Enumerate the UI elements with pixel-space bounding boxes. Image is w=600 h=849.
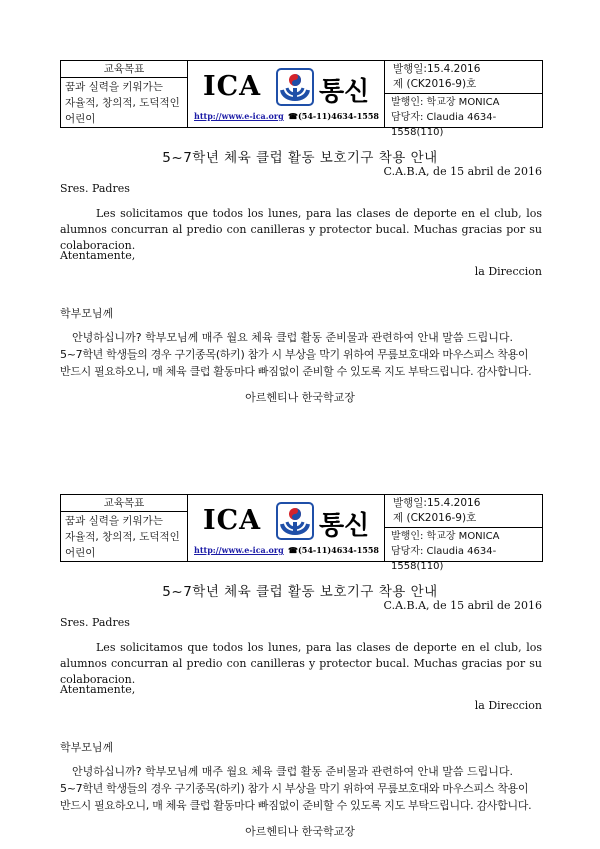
signature-ko: 아르헨티나 한국학교장 — [245, 391, 355, 404]
sender-info — [385, 94, 542, 138]
issue-number: 제 (CK2016-9)호 — [393, 512, 477, 524]
ica-emblem-icon — [274, 500, 316, 542]
korean-line: 반드시 필요하오니, 매 체육 클럽 활동마다 빠짐없이 준비할 수 있도록 지도 부탁드립니다. 감사합니다. — [60, 799, 532, 812]
goal-line: 꿈과 실력을 키워가는 — [65, 81, 163, 93]
education-goal — [61, 512, 188, 562]
notice-2 — [0, 434, 600, 838]
notice-header — [60, 60, 543, 138]
salutation: Sres. Padres — [60, 616, 130, 629]
korean-body — [60, 329, 542, 380]
salutation: Sres. Padres — [60, 182, 130, 195]
notice-1 — [0, 0, 600, 404]
closing: Atentamente, — [60, 683, 136, 696]
website-link[interactable]: http://www.e-ica.org — [194, 111, 284, 121]
publisher: 발행인: 학교장 MONICA — [391, 97, 500, 108]
issue-info — [385, 495, 542, 528]
publisher: 발행인: 학교장 MONICA — [391, 531, 500, 542]
goal-line: 꿈과 실력을 키워가는 — [65, 515, 163, 527]
korean-line: 5~7학년 학생들의 경우 구기종목(하키) 참가 시 부상을 막기 위하여 무릎보호대와 마우스피스 착용이 — [60, 782, 529, 795]
ica-emblem-icon — [274, 66, 316, 108]
issue-info — [385, 61, 542, 94]
goal-line: 자율적, 창의적, 도덕적인 — [65, 97, 180, 109]
goal-line: 어린이 — [65, 547, 96, 559]
korean-greeting: 학부모님께 — [60, 307, 114, 320]
contact-person: 담당자: Claudia 4634-1558(110) — [391, 112, 497, 138]
education-goal-title: 교육목표 — [61, 495, 188, 512]
notice-title: 5~7학년 체육 클럽 활동 보호기구 착용 안내 — [162, 150, 438, 166]
signature-es: la Direccion — [474, 265, 542, 278]
notice-title: 5~7학년 체육 클럽 활동 보호기구 착용 안내 — [162, 584, 438, 600]
logo-area — [188, 61, 385, 127]
logo-text: ICA — [203, 71, 262, 102]
phone-number: ☎(54-11)4634-1558 — [288, 545, 379, 555]
issue-date: 발행일:15.4.2016 — [393, 63, 481, 75]
korean-line: 반드시 필요하오니, 매 체육 클럽 활동마다 빠짐없이 준비할 수 있도록 지도 부탁드립니다. 감사합니다. — [60, 365, 532, 378]
korean-line: 안녕하십니까? 학부모님께 매주 월요 체육 클럽 활동 준비물과 관련하여 안내 말씀 드립니다. — [72, 331, 513, 344]
notice-header — [60, 494, 543, 572]
korean-line: 5~7학년 학생들의 경우 구기종목(하키) 참가 시 부상을 막기 위하여 무릎보호대와 마우스피스 착용이 — [60, 348, 529, 361]
goal-line: 어린이 — [65, 113, 96, 125]
signature-es: la Direccion — [474, 699, 542, 712]
logo-area — [188, 495, 385, 561]
education-goal — [61, 78, 188, 128]
signature-ko: 아르헨티나 한국학교장 — [245, 825, 355, 838]
dateline: C.A.B.A, de 15 abril de 2016 — [383, 599, 542, 612]
korean-line: 안녕하십니까? 학부모님께 매주 월요 체육 클럽 활동 준비물과 관련하여 안내 말씀 드립니다. — [72, 765, 513, 778]
education-goal-title: 교육목표 — [61, 61, 188, 78]
spanish-body: Les solicitamos que todos los lunes, para las clases de deporte en el club, los alumnos concurran al predio con canilleras y protector bucal. Muchas gracias por su colaboracion. — [60, 207, 542, 252]
website-link[interactable]: http://www.e-ica.org — [194, 545, 284, 555]
sender-info — [385, 528, 542, 572]
issue-number: 제 (CK2016-9)호 — [393, 78, 477, 90]
dateline: C.A.B.A, de 15 abril de 2016 — [383, 165, 542, 178]
korean-greeting: 학부모님께 — [60, 741, 114, 754]
issue-date: 발행일:15.4.2016 — [393, 497, 481, 509]
logo-korean: 통신 — [319, 77, 370, 107]
phone-number: ☎(54-11)4634-1558 — [288, 111, 379, 121]
logo-text: ICA — [203, 505, 262, 536]
closing: Atentamente, — [60, 249, 136, 262]
goal-line: 자율적, 창의적, 도덕적인 — [65, 531, 180, 543]
contact-person: 담당자: Claudia 4634-1558(110) — [391, 546, 497, 572]
korean-body — [60, 763, 542, 814]
spanish-body: Les solicitamos que todos los lunes, para las clases de deporte en el club, los alumnos concurran al predio con canilleras y protector bucal. Muchas gracias por su colaboracion. — [60, 641, 542, 686]
logo-korean: 통신 — [319, 511, 370, 541]
